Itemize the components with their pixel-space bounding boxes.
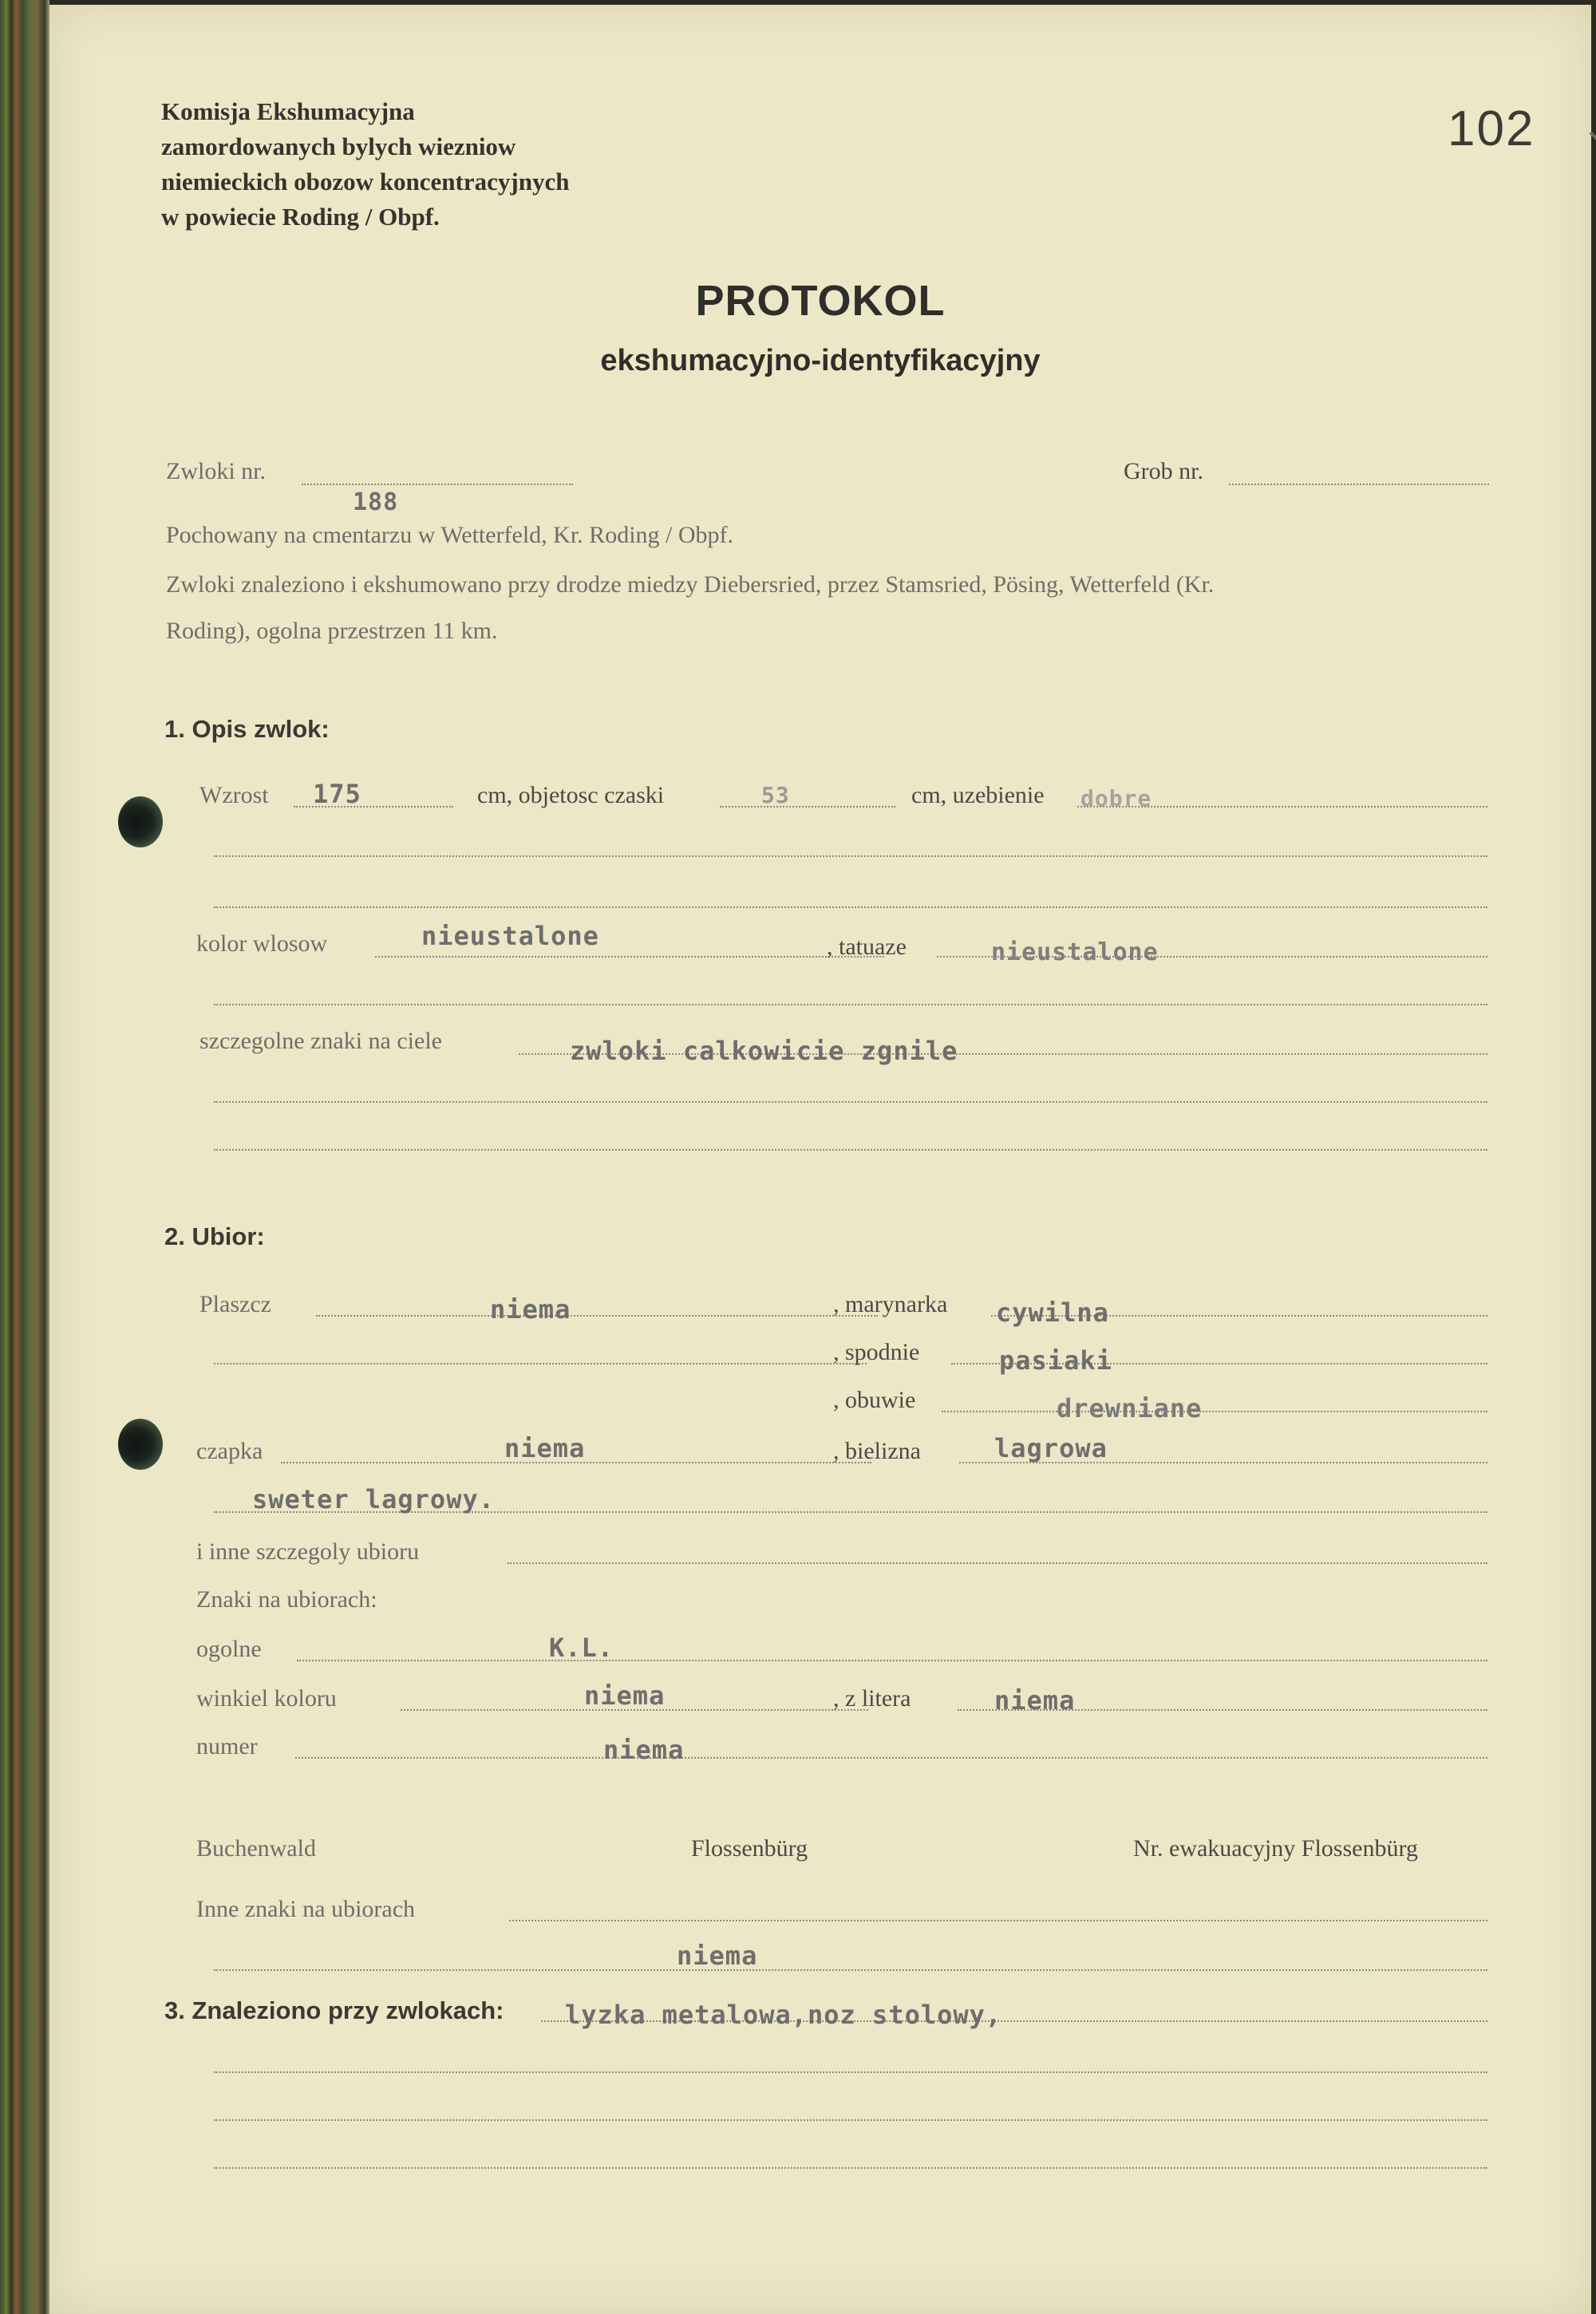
blank-line xyxy=(214,855,1487,857)
numer-field-line xyxy=(295,1757,1487,1759)
znaleziono-text-2: Roding), ogolna przestrzen 11 km. xyxy=(166,618,498,644)
uzebienie-label: cm, uzebienie xyxy=(911,782,1045,808)
bielizna-label: , bielizna xyxy=(833,1438,921,1464)
plaszcz-label: Plaszcz xyxy=(200,1291,271,1317)
blank-line xyxy=(214,1004,1487,1005)
tatuaze-value: nieustalone xyxy=(991,938,1159,966)
page-number: 102 xyxy=(1448,101,1535,156)
wzrost-value: 175 xyxy=(313,779,361,809)
section-1-heading: 1. Opis zwlok: xyxy=(164,715,330,743)
czapka-value: niema xyxy=(504,1433,586,1463)
inne-znaki-label: Inne znaki na ubiorach xyxy=(196,1896,416,1922)
pencil-mark xyxy=(1590,132,1596,153)
znaleziono-value: lyzka metalowa,noz stolowy, xyxy=(565,2000,1002,2030)
kolor-wlosow-field-line xyxy=(375,956,884,958)
spodnie-value: pasiaki xyxy=(999,1345,1112,1376)
z-litera-label: , z litera xyxy=(833,1685,911,1712)
uzebienie-value: dobre xyxy=(1080,785,1152,811)
document-page xyxy=(49,5,1591,2314)
czaska-field-line xyxy=(720,806,895,808)
winkiel-value: niema xyxy=(584,1680,666,1711)
punch-hole-1 xyxy=(118,796,163,847)
czaska-value: 53 xyxy=(761,782,790,808)
section-2-heading: 2. Ubior: xyxy=(164,1222,265,1250)
zwloki-label: Zwloki nr. xyxy=(166,458,266,484)
blank-line xyxy=(214,2119,1487,2121)
commission-name-line-1: Komisja Ekshumacyjna xyxy=(161,97,415,125)
blank-line xyxy=(214,1363,867,1364)
spodnie-label: , spodnie xyxy=(833,1339,920,1365)
blank-line xyxy=(214,1969,1487,1971)
numer-value: niema xyxy=(603,1735,685,1765)
ogolne-field-line xyxy=(297,1660,1487,1661)
ogolne-label: ogolne xyxy=(196,1636,262,1662)
znaki-na-ubiorach-label: Znaki na ubiorach: xyxy=(196,1586,377,1613)
obuwie-value: drewniane xyxy=(1057,1393,1203,1424)
commission-name-line-3: niemieckich obozow koncentracyjnych xyxy=(161,168,570,195)
czaska-label: cm, objetosc czaski xyxy=(477,782,665,808)
buchenwald-label: Buchenwald xyxy=(196,1835,316,1862)
inne-szczegoly-label: i inne szczegoly ubioru xyxy=(196,1538,420,1565)
tatuaze-label: , tatuaze xyxy=(827,934,907,960)
czapka-label: czapka xyxy=(196,1438,263,1464)
inne-znaki-value: niema xyxy=(677,1941,758,1971)
kolor-wlosow-value: nieustalone xyxy=(421,921,599,951)
znaki-na-ciele-value: zwloki calkowicie zgnile xyxy=(570,1036,958,1066)
punch-hole-2 xyxy=(118,1419,163,1470)
ewakuacyjny-label: Nr. ewakuacyjny Flossenbürg xyxy=(1133,1835,1418,1862)
flossenburg-label: Flossenbürg xyxy=(691,1835,808,1862)
zwloki-number: 188 xyxy=(353,488,399,516)
zwloki-field-line xyxy=(302,484,573,485)
grob-field-line xyxy=(1229,484,1489,485)
plaszcz-value: niema xyxy=(490,1294,571,1325)
winkiel-label: winkiel koloru xyxy=(196,1685,337,1712)
kolor-wlosow-label: kolor wlosow xyxy=(196,930,328,957)
blank-line xyxy=(214,2167,1487,2169)
znaleziono-text-1: Zwloki znaleziono i ekshumowano przy drodze miedzy Diebersried, przez Stamsried, Pösing, Wetterfeld (Kr. xyxy=(166,571,1215,598)
blank-line xyxy=(214,1149,1487,1151)
commission-name-line-2: zamordowanych bylych wiezniow xyxy=(161,132,516,160)
marynarka-value: cywilna xyxy=(996,1297,1109,1328)
obuwie-label: , obuwie xyxy=(833,1387,916,1413)
bielizna-value: lagrowa xyxy=(994,1433,1108,1463)
commission-name-line-4: w powiecie Roding / Obpf. xyxy=(161,203,440,231)
inne-szczegoly-field-line xyxy=(508,1562,1487,1564)
inne-znaki-field-line xyxy=(509,1920,1487,1921)
blank-line xyxy=(214,906,1487,908)
blank-line xyxy=(214,1101,1487,1103)
document-subtitle: ekshumacyjno-identyfikacyjny xyxy=(600,344,1041,377)
znaki-na-ciele-label: szczegolne znaki na ciele xyxy=(200,1028,442,1054)
wzrost-label: Wzrost xyxy=(200,782,269,808)
marynarka-label: , marynarka xyxy=(833,1291,948,1317)
z-litera-value: niema xyxy=(994,1685,1076,1716)
document-title: PROTOKOL xyxy=(695,277,946,325)
pochowany-text: Pochowany na cmentarzu w Wetterfeld, Kr. Roding / Obpf. xyxy=(166,522,734,548)
plaszcz-field-line xyxy=(316,1315,878,1317)
blank-line xyxy=(214,2071,1487,2073)
section-3-heading: 3. Znaleziono przy zwlokach: xyxy=(164,1996,504,2024)
obuwie-field-line xyxy=(942,1411,1487,1412)
extra-clothing-value: sweter lagrowy. xyxy=(252,1484,495,1514)
grob-label: Grob nr. xyxy=(1124,458,1203,484)
numer-label: numer xyxy=(196,1733,258,1759)
scan-binding-edge xyxy=(0,0,49,2314)
ogolne-value: K.L. xyxy=(549,1633,614,1663)
